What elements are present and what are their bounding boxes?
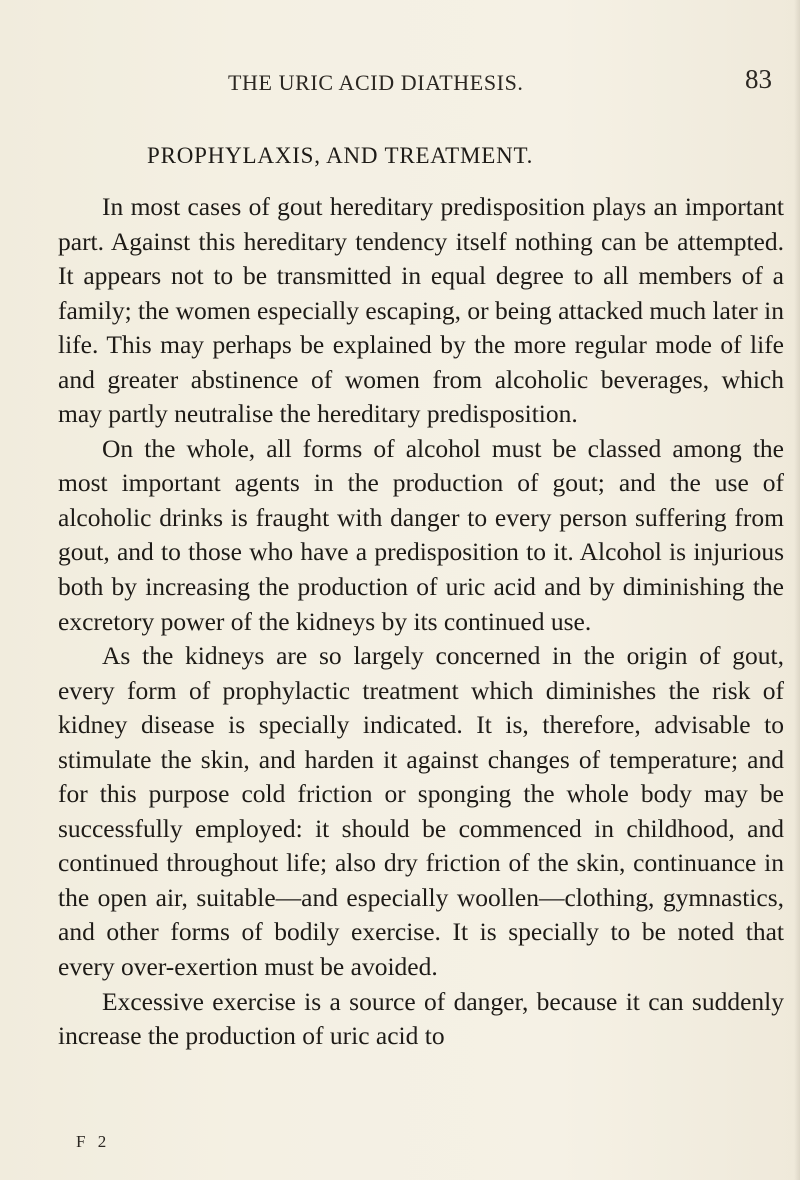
section-title: PROPHYLAXIS, AND TREATMENT. [147, 143, 534, 168]
paragraph: As the kidneys are so largely concerned in the origin of gout, every form of prophylactic treatment which diminishes the risk of kidney disease is specially indicated. It is, therefore, advisable to stimulate the skin, and harden it against changes of temperature; and for this purpose cold friction or sponging the whole body may be successfully employed: it should be commenced in childhood, and continued throughout life; also dry friction of the skin, continuance in the open air, suitable—and especially woollen—clothing, gymnastics, and other forms of bodily exercise. It is specially to be noted that every over-exertion must be avoided. [58, 641, 784, 982]
paragraph: In most cases of gout hereditary predisposition plays an important part. Against this hereditary tendency itself nothing can be attempted. It appears not to be transmitted in equal degree to all members of a family; the women especially escaping, or being attacked much later in life. This may perhaps be explained by the more regular mode of life and greater abstinence of women from alcoholic beverages, which may partly neutralise the hereditary predisposition. [58, 192, 784, 429]
signature-mark: F 2 [76, 1132, 111, 1151]
page-number: 83 [745, 64, 772, 94]
body-text [58, 190, 784, 1054]
paragraph: Excessive exercise is a source of danger, because it can suddenly increase the production of uric acid to [58, 986, 784, 1051]
running-head [0, 64, 800, 104]
page-edge-shadow [794, 0, 800, 1180]
running-title: THE URIC ACID DIATHESIS. [228, 70, 524, 95]
paragraph: On the whole, all forms of alcohol must be classed among the most important agents in the production of gout; and the use of alcoholic drinks is fraught with danger to every person suffering from gout, and to those who have a predisposition to it. Alcohol is injurious both by increasing the production of uric acid and by diminishing the excretory power of the kidneys by its continued use. [58, 433, 784, 636]
